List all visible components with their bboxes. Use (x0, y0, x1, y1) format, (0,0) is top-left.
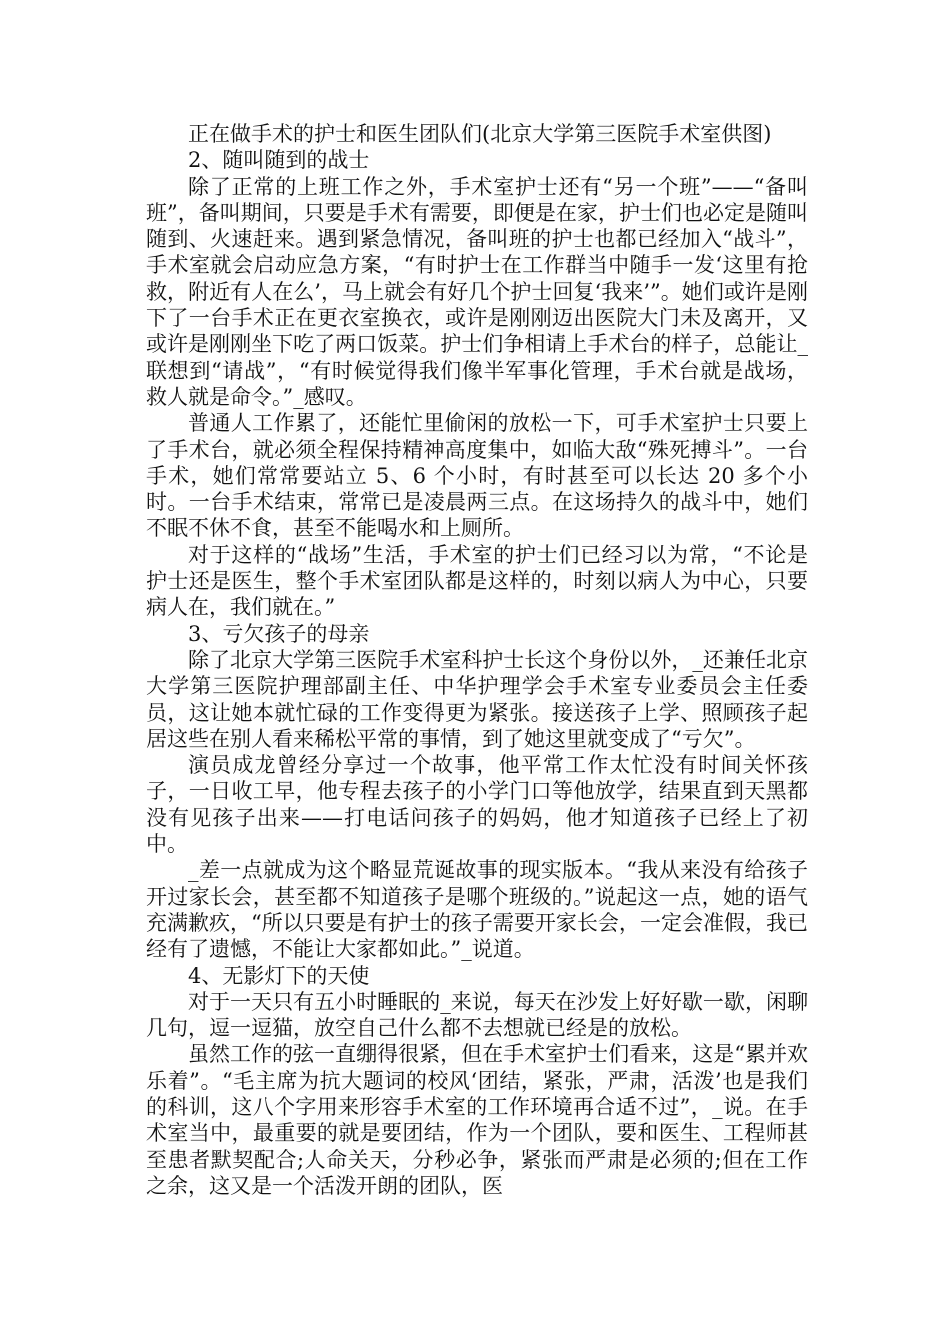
paragraph: 普通人工作累了，还能忙里偷闲的放松一下，可手术室护士只要上了手术台，就必须全程保持精神高度集中，如临大敌“殊死搏斗”。一台手术，她们常常要站立 5、6 个小时，有时甚至可以长达 20 多个小时。一台手术结束，常常已是凌晨两三点。在这场持久的战斗中，她们不眠不休不食，甚至不能喝水和上厕所。 (146, 411, 808, 541)
section-heading-4: 4、无影灯下的天使 (188, 963, 370, 988)
paragraph: 除了正常的上班工作之外，手术室护士还有“另一个班”——“备叫班”，备叫期间，只要是手术有需要，即便是在家，护士们也必定是随叫随到、火速赶来。遇到紧急情况，备叫班的护士也都已经加入“战斗”，手术室就会启动应急方案，“有时护士在工作群当中随手一发‘这里有抢救，附近有人在么’，马上就会有好几个护士回复‘我来’”。她们或许是刚下了一台手术正在更衣室换衣，或许是刚刚迈出医院大门未及离开，又或许是刚刚坐下吃了两口饭菜。护士们争相请上手术台的样子，总能让_联想到“请战”，“有时候觉得我们像半军事化管理，手术台就是战场，救人就是命令。”_感叹。 (146, 174, 808, 409)
paragraph: 演员成龙曾经分享过一个故事，他平常工作太忙没有时间关怀孩子，一日收工早，他专程去孩子的小学门口等他放学，结果直到天黑都没有见孩子出来——打电话问孩子的妈妈，他才知道孩子已经上了初中。 (146, 753, 808, 857)
section-heading-3: 3、亏欠孩子的母亲 (188, 621, 370, 646)
paragraph: 对于这样的“战场”生活，手术室的护士们已经习以为常，“不论是护士还是医生，整个手术室团队都是这样的，时刻以病人为中心，只要病人在，我们就在。” (146, 542, 808, 620)
paragraph: _差一点就成为这个略显荒诞故事的现实版本。“我从来没有给孩子开过家长会，甚至都不知道孩子是哪个班级的。”说起这一点，她的语气充满歉疚，“所以只要是有护士的孩子需要开家长会，一定会准假，我已经有了遗憾，不能让大家都如此。”_说道。 (146, 858, 808, 962)
section-heading-2: 2、随叫随到的战士 (188, 148, 370, 173)
paragraph: 虽然工作的弦一直绷得很紧，但在手术室护士们看来，这是“累并欢乐着”。“毛主席为抗大题词的校风‘团结，紧张，严肃，活泼’也是我们的科训，这八个字用来形容手术室的工作环境再合适不过”，_说。在手术室当中，最重要的就是要团结，作为一个团队，要和医生、工程师甚至患者默契配合;人命关天，分秒必争，紧张而严肃是必须的;但在工作之余，这又是一个活泼开朗的团队，医 (146, 1042, 808, 1198)
paragraph: 对于一天只有五小时睡眠的_来说，每天在沙发上好好歇一歇，闲聊几句，逗一逗猫，放空自己什么都不去想就已经是的放松。 (146, 989, 808, 1041)
paragraph: 除了北京大学第三医院手术室科护士长这个身份以外，_还兼任北京大学第三医院护理部副主任、中华护理学会手术室专业委员会主任委员，这让她本就忙碌的工作变得更为紧张。接送孩子上学、照顾孩子起居这些在别人看来稀松平常的事情，到了她这里就变成了“亏欠”。 (146, 647, 808, 751)
photo-caption: 正在做手术的护士和医生团队们(北京大学第三医院手术室供图) (188, 122, 772, 146)
document-body (146, 121, 808, 1199)
